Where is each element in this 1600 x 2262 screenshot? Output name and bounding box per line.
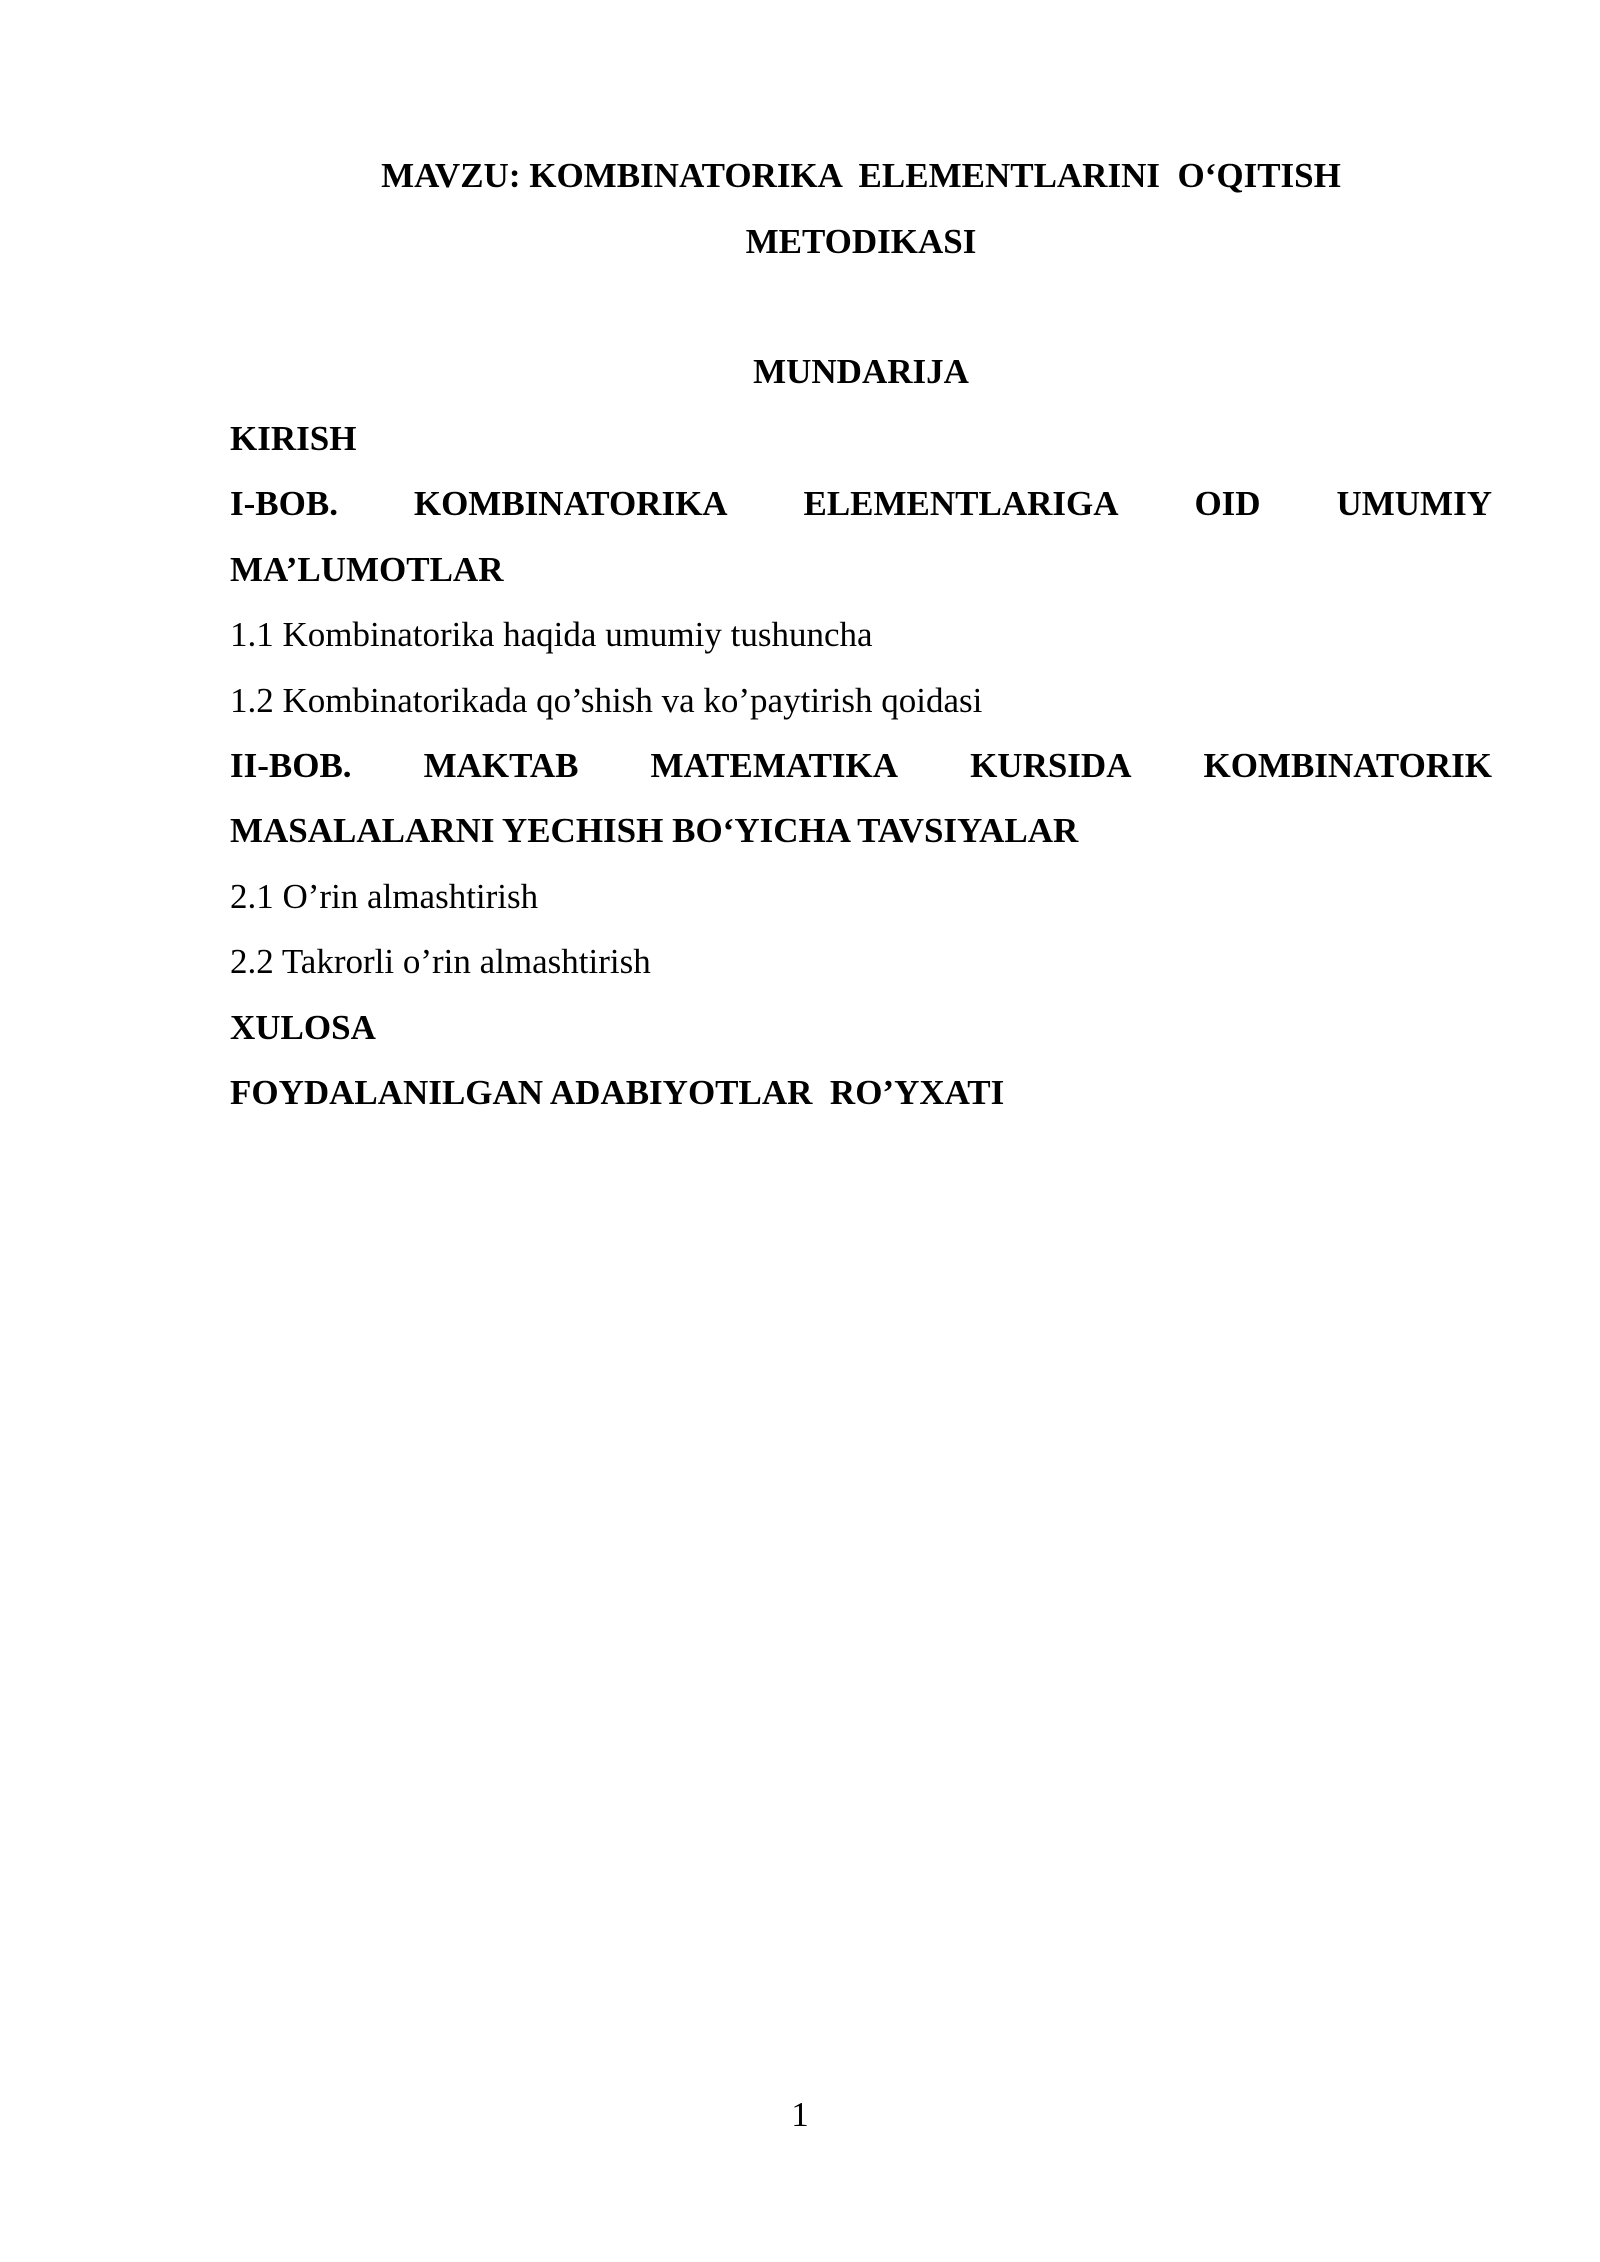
chapter-1-word: KOMBINATORIKA [413,484,728,524]
chapter-2-line-2: MASALALARNI YECHISH BO‘YICHA TAVSIYALAR [230,811,1079,851]
title-line-2: METODIKASI [745,222,977,261]
chapter-1-word: ELEMENTLARIGA [803,484,1119,524]
toc-item-intro: KIRISH [230,419,357,458]
toc-item-conclusion: XULOSA [230,1007,376,1047]
toc-item-section-2-1: 2.1 O’rin almashtirish [230,876,539,916]
title-line-1: MAVZU: KOMBINATORIKA ELEMENTLARINI O‘QITISH [381,156,1341,195]
document-title [230,143,1492,275]
chapter-2-word: II-BOB. [230,746,352,786]
chapter-1-line-1 [230,471,1492,536]
table-of-contents [230,406,1492,1125]
chapter-2-word: KURSIDA [970,746,1132,786]
chapter-2-word: MATEMATIKA [650,746,899,786]
toc-item-chapter-1 [230,471,1492,602]
toc-item-section-1-2: 1.2 Kombinatorikada qo’shish va ko’paytirish qoidasi [230,680,983,720]
chapter-1-word: UMUMIY [1336,484,1492,524]
page-number: 1 [791,2095,809,2134]
chapter-1-word: I-BOB. [230,484,338,524]
chapter-2-line-1 [230,733,1492,798]
toc-item-section-1-1: 1.1 Kombinatorika haqida umumiy tushuncha [230,615,873,655]
chapter-1-word: OID [1194,484,1261,524]
toc-heading: MUNDARIJA [753,352,969,391]
chapter-2-word: MAKTAB [423,746,579,786]
chapter-2-word: KOMBINATORIK [1203,746,1492,786]
chapter-1-line-2: MA’LUMOTLAR [230,549,504,589]
toc-item-chapter-2 [230,733,1492,864]
toc-item-section-2-2: 2.2 Takrorli o’rin almashtirish [230,942,651,982]
toc-item-references: FOYDALANILGAN ADABIYOTLAR RO’YXATI [230,1073,1005,1113]
